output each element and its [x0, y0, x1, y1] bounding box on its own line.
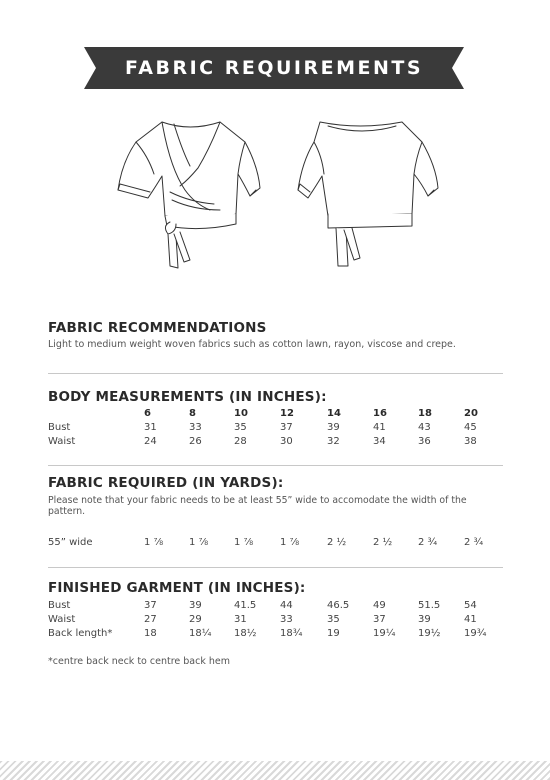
table-cell: 19¾ — [464, 628, 487, 639]
fabric-required-section — [48, 475, 503, 517]
garment-illustrations — [110, 118, 440, 278]
row-label: Waist — [48, 614, 76, 625]
table-cell: 33 — [189, 422, 202, 433]
table-cell: 33 — [280, 614, 293, 625]
table-cell: 44 — [280, 600, 293, 611]
table-cell: 27 — [144, 614, 157, 625]
table-cell: 28 — [234, 436, 247, 447]
title-banner — [84, 47, 464, 89]
table-cell: 32 — [327, 436, 340, 447]
table-cell: 1 ⅞ — [234, 537, 254, 548]
size-header: 12 — [280, 408, 294, 419]
table-cell: 49 — [373, 600, 386, 611]
row-label: Waist — [48, 436, 76, 447]
table-cell: 36 — [418, 436, 431, 447]
table-cell: 19 — [327, 628, 340, 639]
back-view-drawing — [298, 122, 438, 266]
table-row — [48, 600, 508, 614]
table-cell: 2 ¾ — [418, 537, 438, 548]
table-cell: 34 — [373, 436, 386, 447]
bottom-stripe-border — [0, 761, 550, 780]
divider — [48, 373, 503, 374]
table-row — [48, 537, 508, 551]
size-header: 8 — [189, 408, 196, 419]
fabric-recommendations-heading: FABRIC RECOMMENDATIONS — [48, 320, 267, 336]
table-cell: 19½ — [418, 628, 441, 639]
size-header: 14 — [327, 408, 341, 419]
row-label: Bust — [48, 422, 71, 433]
table-cell: 1 ⅞ — [144, 537, 164, 548]
table-cell: 38 — [464, 436, 477, 447]
table-cell: 2 ½ — [327, 537, 347, 548]
table-cell: 54 — [464, 600, 477, 611]
table-cell: 41 — [373, 422, 386, 433]
table-cell: 29 — [189, 614, 202, 625]
table-cell: 41.5 — [234, 600, 257, 611]
table-cell: 2 ¾ — [464, 537, 484, 548]
table-row — [48, 628, 508, 642]
size-header: 18 — [418, 408, 432, 419]
row-label: Bust — [48, 600, 71, 611]
table-cell: 1 ⅞ — [189, 537, 209, 548]
page-title: FABRIC REQUIREMENTS — [124, 57, 424, 79]
fabric-recommendations-section — [48, 320, 503, 350]
table-cell: 35 — [234, 422, 247, 433]
table-cell: 37 — [373, 614, 386, 625]
table-row — [48, 422, 508, 436]
table-cell: 46.5 — [327, 600, 350, 611]
table-cell: 31 — [144, 422, 157, 433]
table-cell: 51.5 — [418, 600, 441, 611]
table-cell: 37 — [280, 422, 293, 433]
body-measurements-heading-wrap — [48, 389, 503, 405]
table-cell: 18½ — [234, 628, 257, 639]
table-cell: 1 ⅞ — [280, 537, 300, 548]
finished-garment-heading: FINISHED GARMENT (IN INCHES): — [48, 580, 306, 596]
table-cell: 39 — [327, 422, 340, 433]
fabric-required-note: Please note that your fabric needs to be at least 55” wide to accomodate the width of the pattern. — [48, 495, 467, 517]
fabric-required-heading: FABRIC REQUIRED (IN YARDS): — [48, 475, 284, 491]
table-cell: 30 — [280, 436, 293, 447]
row-label: Back length* — [48, 628, 113, 639]
size-header: 20 — [464, 408, 478, 419]
fabric-recommendations-text: Light to medium weight woven fabrics such as cotton lawn, rayon, viscose and crepe. — [48, 339, 456, 350]
table-cell: 35 — [327, 614, 340, 625]
finished-garment-heading-wrap — [48, 580, 503, 596]
size-header: 16 — [373, 408, 387, 419]
size-header: 6 — [144, 408, 151, 419]
table-cell: 31 — [234, 614, 247, 625]
table-row — [48, 614, 508, 628]
table-cell: 37 — [144, 600, 157, 611]
table-cell: 18¾ — [280, 628, 303, 639]
body-measurements-heading: BODY MEASUREMENTS (IN INCHES): — [48, 389, 327, 405]
table-cell: 26 — [189, 436, 202, 447]
table-cell: 39 — [418, 614, 431, 625]
table-cell: 45 — [464, 422, 477, 433]
divider — [48, 567, 503, 568]
size-header: 10 — [234, 408, 248, 419]
row-label: 55” wide — [48, 537, 93, 548]
table-cell: 41 — [464, 614, 477, 625]
table-cell: 43 — [418, 422, 431, 433]
divider — [48, 465, 503, 466]
table-cell: 2 ½ — [373, 537, 393, 548]
table-cell: 39 — [189, 600, 202, 611]
table-row — [48, 436, 508, 450]
table-cell: 19¼ — [373, 628, 396, 639]
size-header-row — [48, 408, 508, 422]
footnote: *centre back neck to centre back hem — [48, 656, 230, 667]
table-cell: 18 — [144, 628, 157, 639]
front-view-drawing — [118, 122, 260, 268]
table-cell: 18¼ — [189, 628, 212, 639]
table-cell: 24 — [144, 436, 157, 447]
